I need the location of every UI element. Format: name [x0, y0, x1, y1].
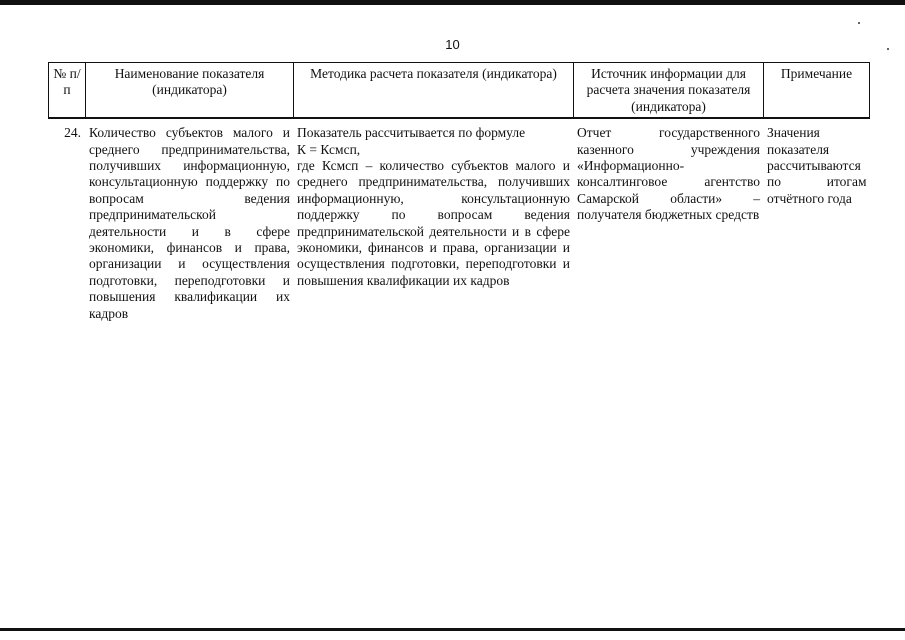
bottom-border-line — [0, 628, 905, 631]
information-source: Отчет государственного казенного учреждения «Информационно-консалтинговое агентство Самарской области» – получателя бюджетных средств — [574, 118, 764, 322]
page-number: 10 — [445, 37, 460, 52]
indicator-name: Количество субъектов малого и среднего предпринимательства, получивших информационную, консультационную поддержку по вопросам ведения предпринимательской деятельности и в сфере экономики, финансов и права, организации и осуществления подготовки, переподготовки и повышения квалификации их кадров — [86, 118, 294, 322]
indicator-table — [48, 62, 870, 322]
header-note: Примечание — [764, 63, 870, 119]
header-information-source: Источник информации для расчета значения показателя (индикатора) — [574, 63, 764, 119]
method-formula: К = Ксмсп, — [297, 141, 361, 157]
header-calculation-method: Методика расчета показателя (индикатора) — [294, 63, 574, 119]
method-explanation: где Ксмсп – количество субъектов малого и среднего предпринимательства, получивших информационную, консультационную поддержку по вопросам ведения предпринимательской деятельности и в сфере экономики, финансов и права, организации и осуществления подготовки, переподготовки и повышения квалификации их кадров — [297, 158, 570, 288]
table-header-row — [49, 63, 870, 119]
method-intro: Показатель рассчитывается по формуле — [297, 125, 526, 141]
table-row — [49, 118, 870, 322]
row-number: 24. — [49, 118, 86, 322]
scan-speck — [858, 22, 860, 24]
top-border-line — [0, 0, 905, 5]
calculation-method — [294, 118, 574, 322]
header-indicator-name: Наименование показателя (индикатора) — [86, 63, 294, 119]
note: Значения показателя рассчитываются по итогам отчётного года — [764, 118, 870, 322]
header-number: № п/п — [49, 63, 86, 119]
